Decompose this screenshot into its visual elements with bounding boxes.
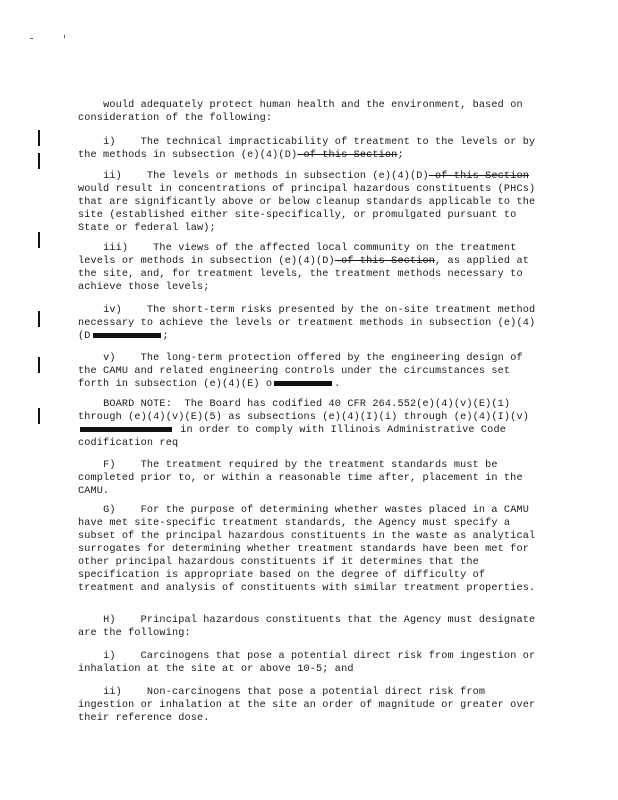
revision-bar <box>38 153 40 169</box>
item-iv-text: iv) The short-term risks presented by the on-site treatment method necessary to achieve the levels or treatment methods in subsection (e)(4)(D <box>78 305 542 342</box>
item-i-end: ; <box>397 150 404 161</box>
struck-text: of this Section <box>297 150 398 161</box>
item-ii-text: ii) The levels or methods in subsection (e)(4)(D) <box>103 171 429 182</box>
item-G-text: G) For the purpose of determining whether wastes placed in a CAMU have met site-specific treatment standards, the Agency must specify a subset of the principal hazardous constituents in the waste as analytical surrogates for determining whether treatment standards have been met for other principal hazardous constituents if it determines that the specification is appropriate based on the degree of difficulty of treatment and analysis of constituents with similar treatment properties. <box>78 505 542 594</box>
revision-bar <box>38 232 40 248</box>
scan-speck <box>64 35 65 38</box>
item-v-text: v) The long-term protection offered by the engineering design of the CAMU and related engineering controls under the circumstances set forth in subsection (e)(4)(E) o <box>78 353 529 390</box>
revision-bar <box>38 311 40 327</box>
revision-bar <box>38 408 40 424</box>
item-H-ii-text: ii) Non-carcinogens that pose a potential direct risk from ingestion or inhalation at the site an order of magnitude or greater over their reference dose. <box>78 687 542 724</box>
item-ii-text-cont: would result in concentrations of principal hazardous constituents (PHCs) that are significantly above or below cleanup standards applicable to the site (established either site-specifically, or promulgated pursuant to State or federal law); <box>78 171 542 234</box>
item-iv-end: ; <box>162 331 169 342</box>
item-F-text: F) The treatment required by the treatment standards must be completed prior to, or within a reasonable time after, placement in the CAMU. <box>78 460 529 497</box>
item-i-text: i) The technical impracticability of treatment to the levels or by the methods in subsection (e)(4)(D) <box>78 137 542 161</box>
item-iii-text-cont: , as applied at the site, and, for treatment levels, the treatment methods necessary to achieve those levels; <box>78 256 536 293</box>
revision-bar <box>38 357 40 373</box>
item-iii-text: iii) The views of the affected local community on the treatment levels or methods in subsection (e)(4)(D) <box>78 243 523 267</box>
struck-text: of this Section <box>334 256 436 267</box>
intro-text: would adequately protect human health and the environment, based on consideration of the following: <box>78 100 529 124</box>
redaction-mark <box>80 427 172 432</box>
item-v-end: . <box>334 379 341 390</box>
scan-speck <box>30 38 33 39</box>
item-G-paragraph <box>78 491 542 608</box>
board-note-text-cont: in order to comply with Illinois Administrative Code codification req <box>78 425 513 449</box>
revision-bar <box>38 130 40 146</box>
redaction-mark <box>93 333 161 338</box>
struck-text: of this Section <box>428 171 529 182</box>
item-H-ii-paragraph <box>78 673 542 738</box>
board-note-text: BOARD NOTE: The Board has codified 40 CFR 264.552(e)(4)(v)(E)(1) through (e)(4)(v)(E)(5) as subsections (e)(4)(I)(i) through (e)(4)(I)(v) <box>78 399 529 423</box>
item-H-i-text: i) Carcinogens that pose a potential direct risk from ingestion or inhalation at the site at or above 10-5; and <box>78 651 542 675</box>
item-H-text: H) Principal hazardous constituents that the Agency must designate are the following: <box>78 615 542 639</box>
